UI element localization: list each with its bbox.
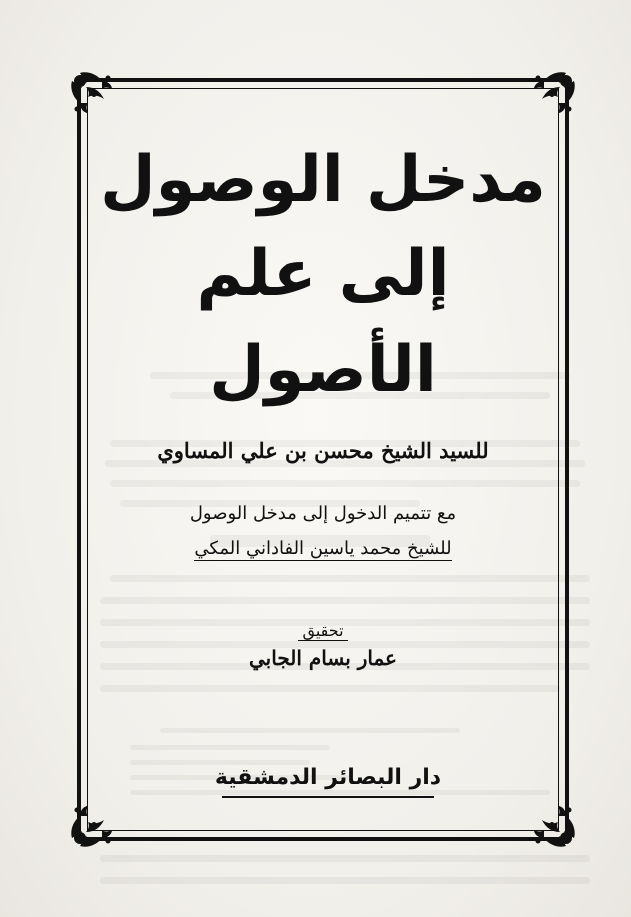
publisher-underline [222,796,434,798]
corner-ornament-bottom-left [68,796,122,850]
corner-ornament-bottom-right [524,796,578,850]
supplement-author: للشيخ محمد ياسين الفاداني المكي [194,538,452,559]
book-title-line-2: إلى علم الأصول [196,237,450,407]
editor-name: عمار بسام الجابي [249,646,397,670]
editor-label: تحقيق [298,621,347,641]
fleur-de-lis-ornament-icon [68,796,122,850]
book-title-line-1: مدخل الوصول [100,143,546,217]
fleur-de-lis-ornament-icon [524,796,578,850]
publisher-name: دار البصائر الدمشقية [214,765,442,790]
supplement-title: مع تتميم الدخول إلى مدخل الوصول [189,503,457,524]
title-block [95,100,551,670]
publisher-block [210,758,446,804]
author-line: للسيد الشيخ محسن بن علي المساوي [157,438,489,463]
editor-label-wrap [95,621,551,640]
